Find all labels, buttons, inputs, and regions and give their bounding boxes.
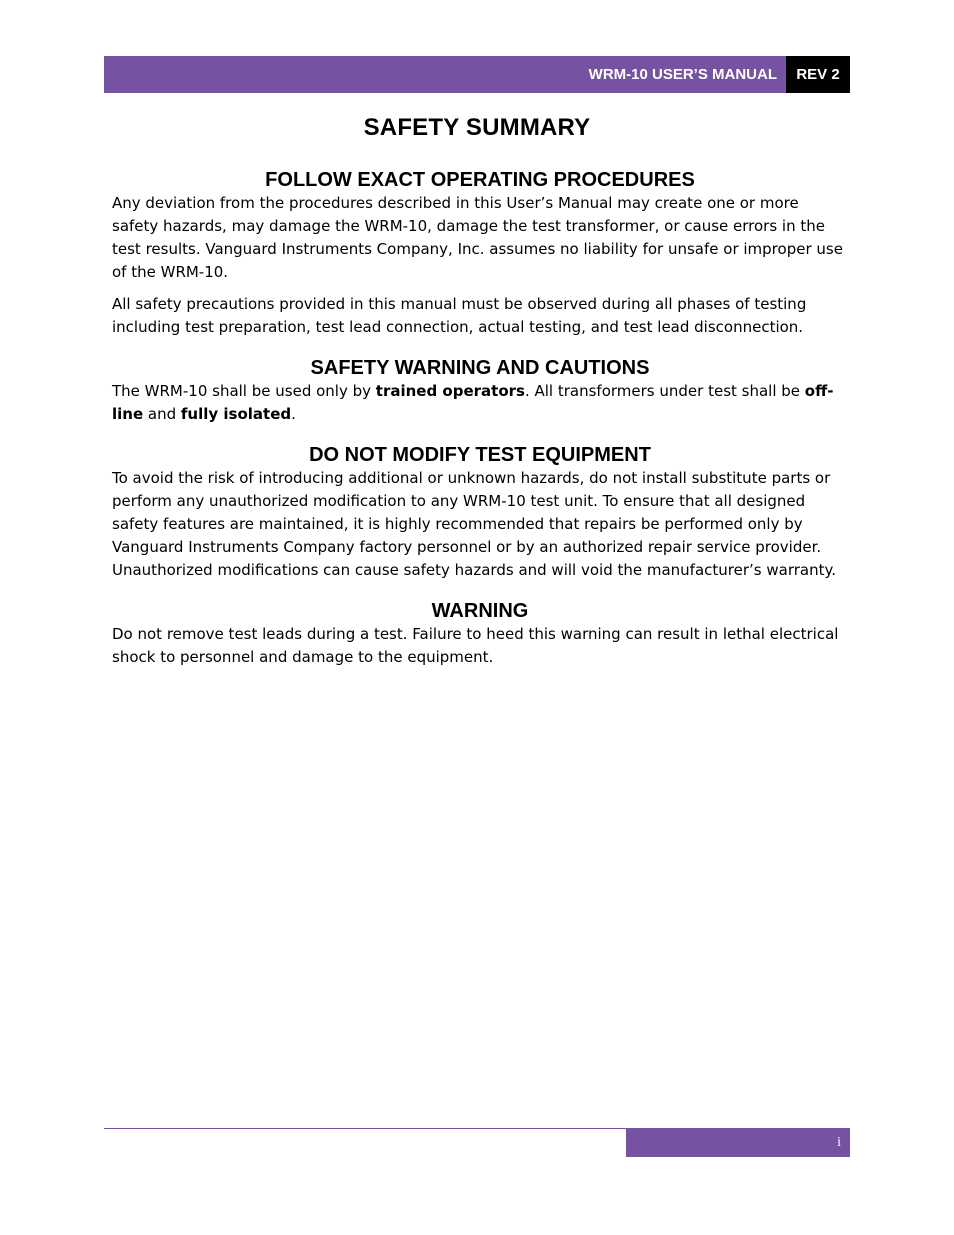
paragraph: All safety precautions provided in this manual must be observed during all phases of testing including test preparation, test lead connection, actual testing, and test lead disconnection. bbox=[112, 295, 807, 336]
text-run: The WRM-10 shall be used only by bbox=[112, 382, 376, 400]
section-heading: SAFETY WARNING AND CAUTIONS bbox=[310, 357, 650, 379]
document-body bbox=[112, 168, 848, 669]
text-run: . bbox=[291, 405, 296, 423]
text-run: and bbox=[143, 405, 181, 423]
emphasis-trained-operators: trained operators bbox=[375, 382, 525, 400]
footer-page-box bbox=[626, 1129, 850, 1157]
section-heading: WARNING bbox=[431, 600, 529, 622]
emphasis-off-line: off-line bbox=[112, 382, 834, 423]
section-heading: FOLLOW EXACT OPERATING PROCEDURES bbox=[265, 169, 695, 191]
emphasis-fully-isolated: fully isolated bbox=[180, 405, 292, 423]
revision-label: REV 2 bbox=[796, 66, 840, 83]
paragraph: Any deviation from the procedures described in this User’s Manual may create one or more safety hazards, may damage the WRM-10, damage the test transformer, or cause errors in the test results. Vanguard Instruments Company, Inc. assumes no liability for unsafe or improper use of the WRM-10. bbox=[112, 194, 843, 281]
section-do-not-modify bbox=[112, 443, 848, 582]
text-run: . All transformers under test shall be bbox=[524, 382, 805, 400]
header-bar bbox=[104, 56, 786, 93]
paragraph bbox=[112, 380, 848, 426]
section-operating-procedures bbox=[112, 168, 848, 339]
section-safety-warnings bbox=[112, 356, 848, 426]
page-number: i bbox=[837, 1135, 841, 1150]
paragraph: Do not remove test leads during a test. Failure to heed this warning can result in lethal electrical shock to personnel and damage to the equipment. bbox=[112, 625, 839, 666]
section-warning bbox=[112, 599, 848, 669]
paragraph: To avoid the risk of introducing additional or unknown hazards, do not install substitute parts or perform any unauthorized modification to any WRM-10 test unit. To ensure that all designed safety features are maintained, it is highly recommended that repairs be performed only by Vanguard Instruments Company factory personnel or by an authorized repair service provider. Unauthorized modifications can cause safety hazards and will void the manufacturer’s warranty. bbox=[112, 469, 836, 579]
page-title: SAFETY SUMMARY bbox=[363, 114, 591, 141]
section-heading: DO NOT MODIFY TEST EQUIPMENT bbox=[309, 444, 651, 466]
revision-badge bbox=[786, 56, 850, 93]
manual-title: WRM-10 USER’S MANUAL bbox=[588, 66, 777, 83]
